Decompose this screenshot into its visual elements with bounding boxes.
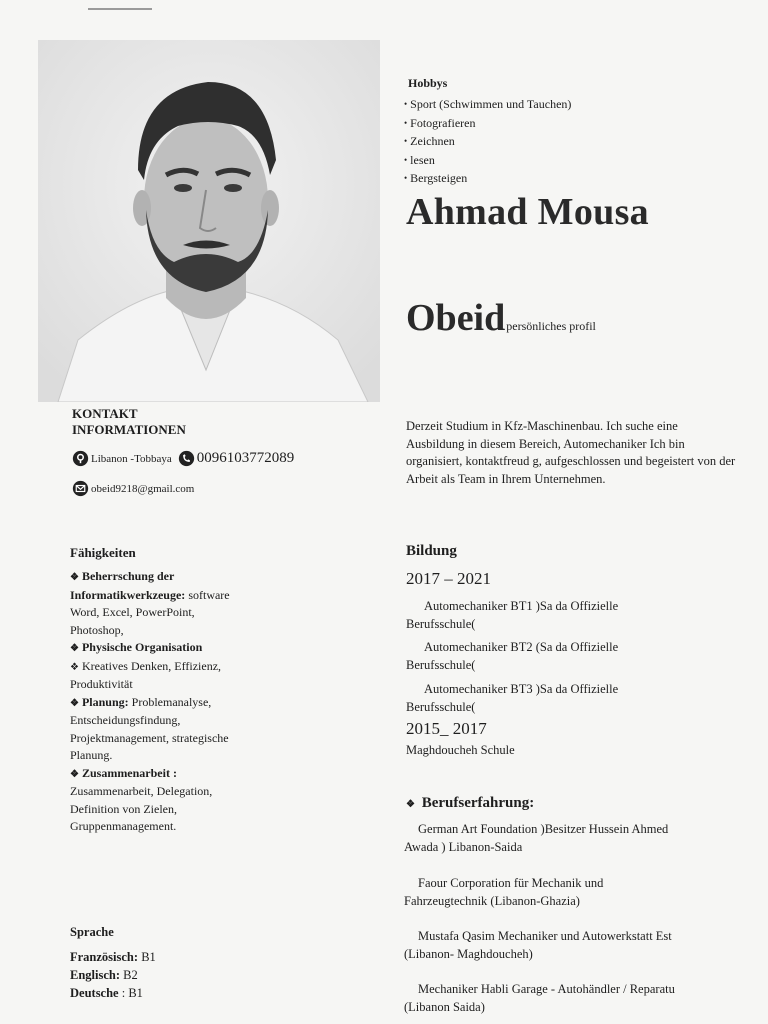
list-item: • Bergsteigen: [404, 170, 571, 189]
skill-group: [70, 765, 242, 836]
location-icon: [72, 450, 89, 467]
profile-summary: Derzeit Studium in Kfz-Maschinenbau. Ich suche eine Ausbildung in diesem Bereich, Automechaniker Ich bin organisiert, kontaktfreud g, aufgeschlossen und begeistert von der Arbeit als Team in Ihrem Unternehmen.: [406, 419, 736, 486]
skill-text: software Word, Excel, PowerPoint, Photoshop,: [70, 587, 230, 637]
location-text: Libanon -Tobbaya: [91, 452, 172, 465]
education-entry: Maghdoucheh Schule: [406, 743, 515, 757]
email-address[interactable]: obeid9218@gmail.com: [91, 482, 195, 495]
skill-head: Planung:: [81, 694, 129, 709]
list-item: • Sport (Schwimmen und Tauchen): [404, 96, 571, 115]
experience-item: Mustafa Qasim Mechaniker und Autowerkstatt Est (Libanon- Maghdoucheh): [404, 929, 672, 961]
languages-list: [70, 948, 156, 1002]
diamond-bullet-icon: ❖: [70, 643, 79, 654]
profile-label: persönliches profil: [506, 319, 596, 333]
diamond-bullet-icon: ❖: [70, 572, 79, 583]
contact-heading: KONTAKT INFORMATIONEN: [72, 406, 186, 437]
education-entry: Berufsschule(: [406, 617, 476, 631]
diamond-bullet-icon: ❖: [406, 799, 415, 810]
education-period: 2017 – 2021: [406, 569, 491, 588]
skill-text: Kreatives Denken, Effizienz, Produktivität: [70, 658, 222, 691]
experience-item: Faour Corporation für Mechanik und Fahrzeugtechnik (Libanon-Ghazia): [404, 876, 604, 908]
education-period: 2015_ 2017: [406, 719, 487, 738]
education-entry: Berufsschule(: [406, 658, 476, 672]
skill-head: Zusammenarbeit :: [81, 765, 177, 780]
contact-row: [72, 480, 194, 497]
list-item: • Zeichnen: [404, 133, 571, 152]
phone-icon: [178, 450, 195, 467]
list-item: Deutsche : B1: [70, 986, 143, 1000]
list-item: • Fotografieren: [404, 115, 571, 134]
last-name-row: [406, 296, 596, 340]
skills-heading: Fähigkeiten: [70, 545, 136, 560]
education-entry: Automechaniker BT2 (Sa da Offizielle: [424, 640, 619, 654]
skill-group: [70, 639, 242, 658]
education-entry: Automechaniker BT1 )Sa da Offizielle: [424, 599, 619, 613]
education-heading: Bildung: [406, 543, 457, 559]
education-entry: Automechaniker BT3 )Sa da Offizielle: [424, 682, 619, 696]
skill-group: [70, 658, 242, 694]
list-item: • lesen: [404, 152, 571, 171]
first-name: Ahmad Mousa: [406, 191, 649, 233]
experience-item: German Art Foundation )Besitzer Hussein Ahmed Awada ) Libanon-Saida: [404, 822, 669, 854]
hobbies-list: [404, 96, 571, 189]
phone-number[interactable]: 0096103772089: [196, 450, 295, 466]
skill-group: [70, 694, 242, 765]
skill-head: Physische Organisation: [81, 640, 203, 654]
education-entry: Berufsschule(: [406, 700, 476, 714]
list-item: Englisch: B2: [70, 968, 138, 982]
list-item: Französisch: B1: [70, 950, 156, 964]
diamond-bullet-icon: ❖: [70, 697, 79, 709]
scan-artifact: [88, 8, 152, 10]
experience-heading: ❖ Berufserfahrung:: [406, 795, 535, 811]
diamond-bullet-icon: ❖: [70, 661, 79, 673]
experience-item: Mechaniker Habli Garage - Autohändler / Reparatu (Libanon Saida): [404, 982, 675, 1014]
diamond-bullet-icon: ❖: [70, 768, 79, 780]
skill-group: [70, 568, 242, 639]
languages-heading: Sprache: [70, 925, 114, 939]
skill-head: Beherrschung der Informatikwerkzeuge:: [70, 569, 186, 602]
profile-photo: [38, 40, 380, 402]
contact-row: [72, 450, 294, 467]
email-icon: [72, 480, 89, 497]
skill-text: Zusammenarbeit, Delegation, Definition von Zielen, Gruppenmanagement.: [70, 784, 213, 833]
skill-text: Problemanalyse, Entscheidungsfindung, Projektmanagement, strategische Planung.: [70, 694, 229, 762]
hobbies-heading: Hobbys: [408, 76, 448, 90]
last-name: Obeid: [406, 297, 506, 339]
skills-list: [70, 568, 242, 836]
